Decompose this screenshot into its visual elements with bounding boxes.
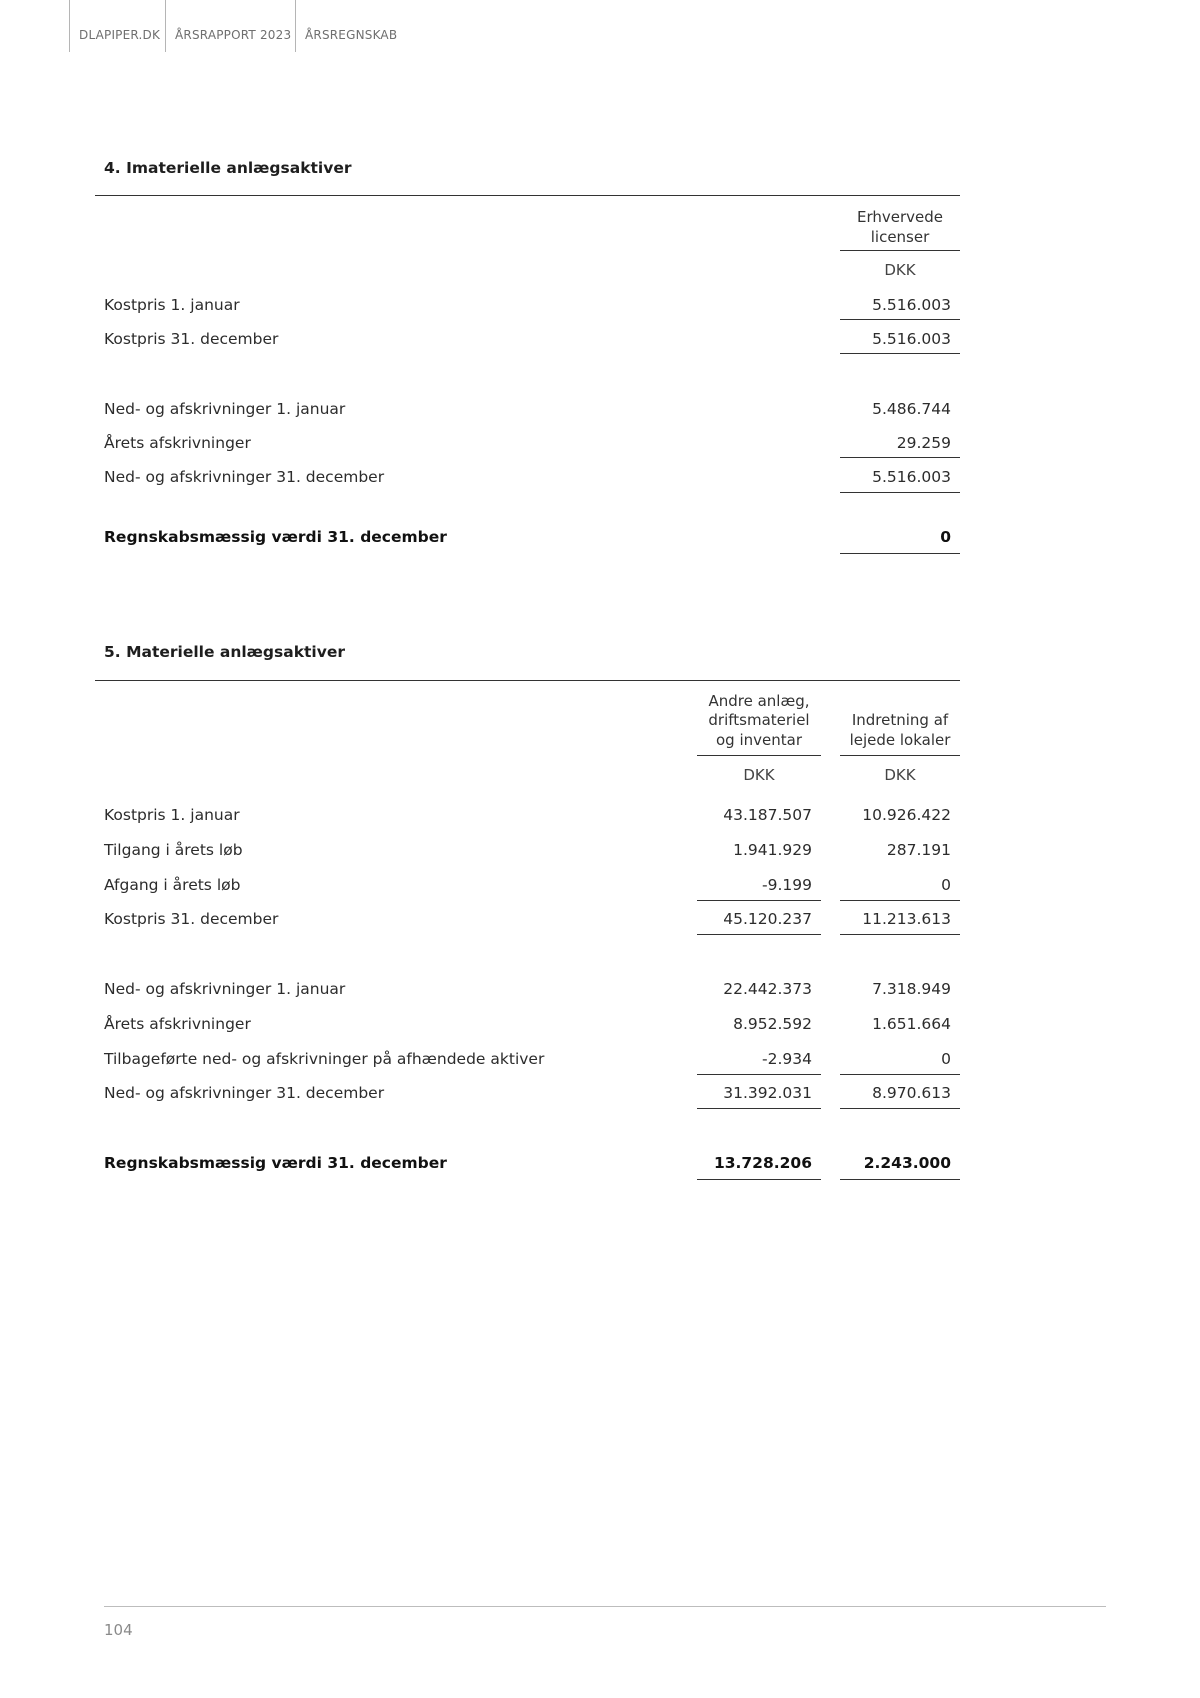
- note-4-row-value: 29.259: [896, 434, 951, 452]
- total-rule: [840, 1108, 960, 1109]
- note-5-row-value: 43.187.507: [723, 806, 812, 824]
- note-5-book-value: 2.243.000: [863, 1154, 951, 1172]
- note-5-row-value: 8.952.592: [733, 1015, 812, 1033]
- note-5-row-label: Tilbageførte ned- og afskrivninger på afhændede aktiver: [104, 1050, 545, 1068]
- tab-arsrapport-2023[interactable]: ÅRSRAPPORT 2023: [165, 0, 295, 52]
- note-4-row-label: Årets afskrivninger: [104, 434, 251, 452]
- note-5-row-value: 1.941.929: [733, 841, 812, 859]
- subtotal-rule: [840, 319, 960, 320]
- note-5-row-value: 22.442.373: [723, 980, 812, 998]
- note-5-row-value: 287.191: [886, 841, 951, 859]
- note-4-top-rule: [95, 195, 960, 196]
- note-4-title: 4. Imaterielle anlægsaktiver: [104, 159, 352, 177]
- note-4-row-value: 5.516.003: [872, 330, 951, 348]
- note-5-title: 5. Materielle anlægsaktiver: [104, 643, 345, 661]
- note-5-row-label: Afgang i årets løb: [104, 876, 241, 894]
- note-5-row-value: 11.213.613: [862, 910, 951, 928]
- note-4-row-label: Kostpris 1. januar: [104, 296, 240, 314]
- total-rule: [840, 553, 960, 554]
- note-5-book-value: 13.728.206: [713, 1154, 812, 1172]
- note-4-row-value: 5.516.003: [872, 468, 951, 486]
- note-5-col-header-2: Indretning af lejede lokaler: [849, 711, 951, 749]
- note-5-col-header-rule: [840, 755, 960, 756]
- note-5-col-unit-1: DKK: [743, 766, 775, 784]
- note-5-row-label: Tilgang i årets løb: [104, 841, 243, 859]
- subtotal-rule: [697, 900, 821, 901]
- note-5-row-label: Kostpris 1. januar: [104, 806, 240, 824]
- note-4-col-header-rule: [840, 250, 960, 251]
- note-5-col-header-1: Andre anlæg, driftsmateriel og inventar: [708, 691, 810, 749]
- note-5-row-value: 10.926.422: [862, 806, 951, 824]
- note-5-col-unit-2: DKK: [884, 766, 916, 784]
- subtotal-rule: [840, 900, 960, 901]
- subtotal-rule: [840, 1074, 960, 1075]
- note-5-row-label: Årets afskrivninger: [104, 1015, 251, 1033]
- note-5-row-label: Kostpris 31. december: [104, 910, 279, 928]
- note-5-top-rule: [95, 680, 960, 681]
- subtotal-rule: [697, 1074, 821, 1075]
- note-5-row-value: 31.392.031: [723, 1084, 812, 1102]
- page-number: 104: [104, 1621, 133, 1639]
- total-rule: [697, 934, 821, 935]
- note-5-row-label: Ned- og afskrivninger 31. december: [104, 1084, 385, 1102]
- total-rule: [840, 353, 960, 354]
- note-4-book-value-label: Regnskabsmæssig værdi 31. december: [104, 528, 447, 546]
- note-5-row-value: 1.651.664: [872, 1015, 951, 1033]
- note-5-row-value: 45.120.237: [723, 910, 812, 928]
- note-5-row-value: -2.934: [762, 1050, 812, 1068]
- note-4-row-value: 5.486.744: [872, 400, 951, 418]
- tab-dlapiper[interactable]: DLAPIPER.DK: [69, 0, 165, 52]
- total-rule: [697, 1108, 821, 1109]
- note-5-col-header-rule: [697, 755, 821, 756]
- note-4-row-value: 5.516.003: [872, 296, 951, 314]
- total-rule: [697, 1179, 821, 1180]
- note-4-col-header: Erhvervede licenser: [856, 208, 943, 246]
- note-4-row-label: Ned- og afskrivninger 1. januar: [104, 400, 346, 418]
- note-5-row-value: 0: [941, 876, 951, 894]
- note-5-row-label: Ned- og afskrivninger 1. januar: [104, 980, 346, 998]
- total-rule: [840, 934, 960, 935]
- note-5-row-value: 8.970.613: [872, 1084, 951, 1102]
- subtotal-rule: [840, 457, 960, 458]
- note-5-row-value: 7.318.949: [872, 980, 951, 998]
- note-5-row-value: -9.199: [762, 876, 812, 894]
- note-4-col-unit: DKK: [884, 261, 916, 279]
- tab-arsregnskab[interactable]: ÅRSREGNSKAB: [295, 0, 415, 52]
- note-5-row-value: 0: [941, 1050, 951, 1068]
- note-5-book-value-label: Regnskabsmæssig værdi 31. december: [104, 1154, 447, 1172]
- footer-rule: [104, 1606, 1106, 1607]
- note-4-row-label: Kostpris 31. december: [104, 330, 279, 348]
- total-rule: [840, 492, 960, 493]
- total-rule: [840, 1179, 960, 1180]
- note-4-row-label: Ned- og afskrivninger 31. december: [104, 468, 385, 486]
- note-4-book-value: 0: [940, 528, 951, 546]
